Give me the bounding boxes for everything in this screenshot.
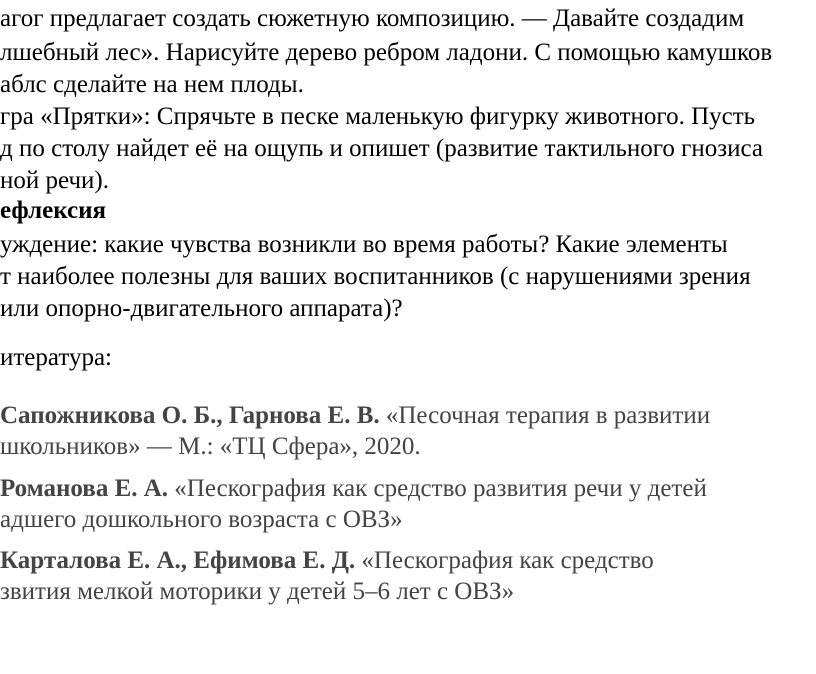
reference-1-line-1 (0, 401, 710, 431)
reference-2-line-2: адшего дошкольного возраста с ОВЗ» (0, 506, 403, 533)
reflection-line-3: или опорно-двигательного аппарата)? (0, 295, 403, 322)
reference-3-title: «Пескография как средство (355, 547, 654, 574)
section-heading-reflection: ефлексия (0, 197, 107, 224)
reference-3-line-1 (0, 546, 654, 576)
reference-2-author: Романова Е. А. (0, 475, 169, 502)
paragraph-line-5: д по столу найдет её на ощупь и опишет (развитие тактильного гнозиса (0, 135, 763, 162)
literature-heading: итература: (0, 344, 112, 371)
paragraph-line-4: гра «Прятки»: Спрячьте в песке маленькую фигурку животного. Пусть (0, 103, 756, 130)
reference-2-line-1 (0, 474, 707, 504)
reference-1-line-2: школьников» — М.: «ТЦ Сфера», 2020. (0, 433, 421, 460)
reference-3-line-2: звития мелкой моторики у детей 5–6 лет с ОВЗ» (0, 578, 515, 605)
reflection-line-2: т наиболее полезны для ваших воспитанников (с нарушениями зрения (0, 263, 751, 290)
paragraph-line-6: ной речи). (0, 167, 110, 194)
paragraph-line-2: лшебный лес». Нарисуйте дерево ребром ладони. С помощью камушков (0, 39, 773, 66)
reference-1-title: «Песочная терапия в развитии (379, 402, 711, 429)
reference-3-author: Карталова Е. А., Ефимова Е. Д. (0, 547, 356, 574)
paragraph-line-1: агог предлагает создать сюжетную композицию. — Давайте создадим (0, 5, 745, 32)
reference-2-title: «Пескография как средство развития речи у детей (168, 475, 707, 502)
reflection-line-1: уждение: какие чувства возникли во время работы? Какие элементы (0, 231, 728, 258)
paragraph-line-3: аблс сделайте на нем плоды. (0, 71, 304, 98)
reference-1-author: Сапожникова О. Б., Гарнова Е. В. (0, 402, 380, 429)
